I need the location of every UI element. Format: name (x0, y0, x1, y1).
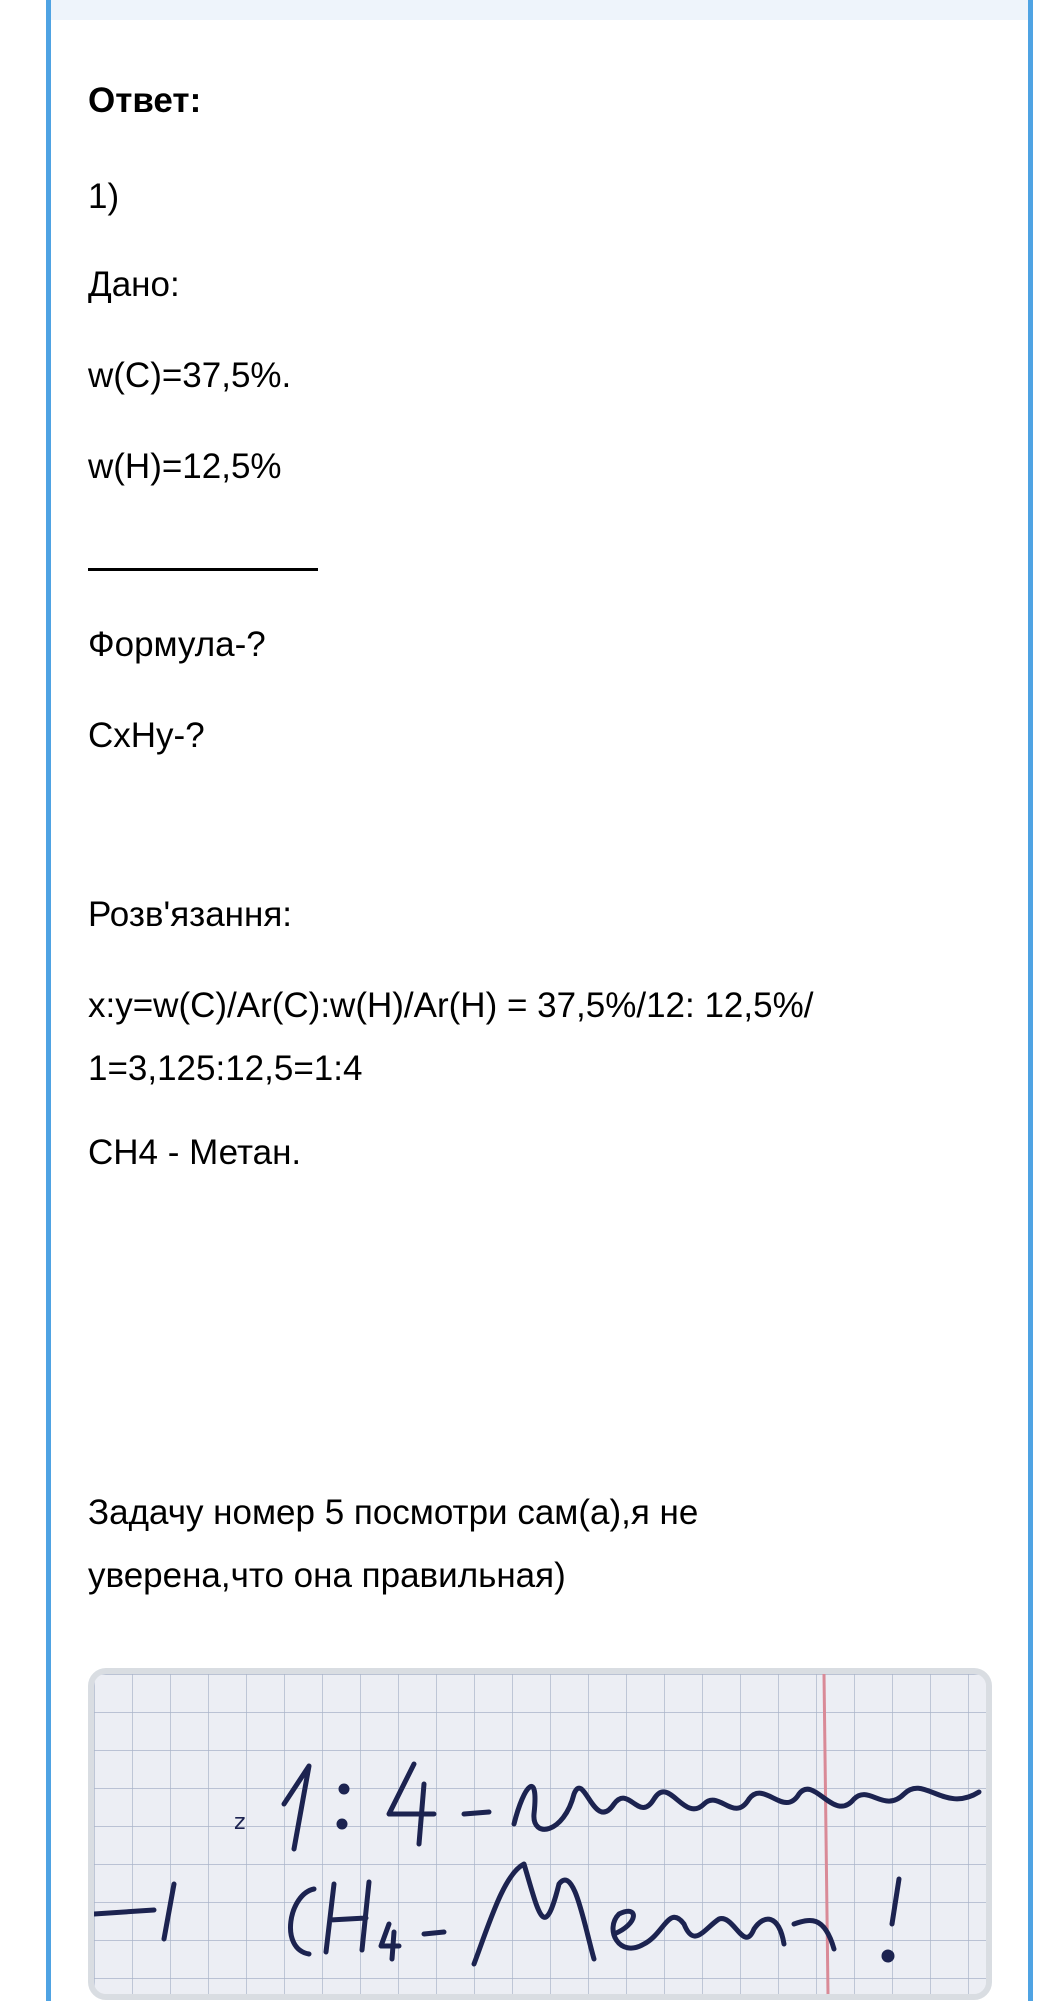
paper-grid (94, 1674, 986, 1994)
divider-line (88, 568, 318, 571)
cxhy-question: CxHy-? (88, 716, 205, 755)
given-carbon: w(C)=37,5%. (88, 356, 292, 395)
photo-graphic (94, 1674, 986, 1994)
result-line: CH4 - Метан. (88, 1133, 302, 1172)
item-number: 1) (88, 177, 120, 216)
solution-label: Розв'язання: (88, 895, 293, 934)
note-line-2: уверена,что она правильная) (88, 1556, 566, 1595)
ink-colon-top (341, 1786, 347, 1792)
ink-exclamation-dot (884, 1952, 892, 1960)
ink-dash-1 (464, 1812, 489, 1814)
formula-question: Формула-? (88, 625, 266, 664)
given-hydrogen: w(H)=12,5% (88, 447, 282, 486)
answer-heading: Ответ: (88, 81, 202, 120)
note-line-1: Задачу номер 5 посмотри сам(а),я не (88, 1493, 699, 1532)
given-label: Дано: (88, 265, 180, 304)
ink-dash-2 (424, 1932, 444, 1934)
solution-line-2: 1=3,125:12,5=1:4 (88, 1049, 363, 1088)
handwritten-solution-photo[interactable] (88, 1668, 992, 2000)
solution-line-1: x:y=w(C)/Ar(C):w(H)/Ar(H) = 37,5%/12: 12,5%/ (88, 986, 814, 1025)
ink-colon-bottom (339, 1821, 345, 1827)
ink-small-mark: z (234, 1810, 246, 1835)
